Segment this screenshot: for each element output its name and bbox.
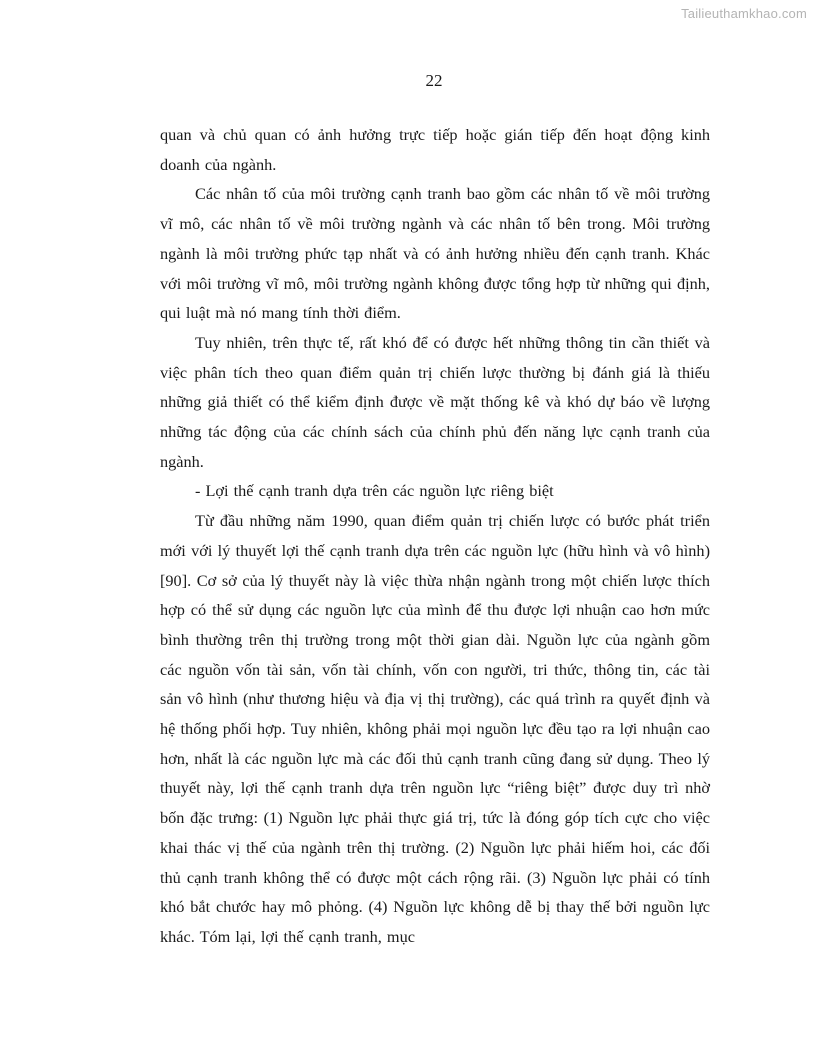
paragraph-continuation: quan và chủ quan có ảnh hưởng trực tiếp hoặc gián tiếp đến hoạt động kinh doanh của ngành. <box>160 125 710 174</box>
section-heading-resource-advantage: - Lợi thế cạnh tranh dựa trên các nguồn lực riêng biệt <box>195 481 554 501</box>
document-body <box>160 120 710 952</box>
paragraph-competitive-environment: Các nhân tố của môi trường cạnh tranh bao gồm các nhân tố về môi trường vĩ mô, các nhân tố về môi trường ngành và các nhân tố bên trong. Môi trường ngành là môi trường phức tạp nhất và có ảnh hưởng nhiều đến cạnh tranh. Khác với môi trường vĩ mô, môi trường ngành không được tổng hợp từ những qui định, qui luật mà nó mang tính thời điểm. <box>160 184 710 323</box>
page-number: 22 <box>425 71 443 90</box>
paragraph-resource-based-theory: Từ đầu những năm 1990, quan điểm quản trị chiến lược có bước phát triển mới với lý thuyết lợi thế cạnh tranh dựa trên các nguồn lực (hữu hình và vô hình) [90]. Cơ sở của lý thuyết này là việc thừa nhận ngành trong một chiến lược thích hợp có thể sử dụng các nguồn lực của mình để thu được lợi nhuận cao hơn mức bình thường trên thị trường trong một thời gian dài. Nguồn lực của ngành gồm các nguồn vốn tài sản, vốn tài chính, vốn con người, tri thức, thông tin, các tài sản vô hình (như thương hiệu và địa vị thị trường), các quá trình ra quyết định và hệ thống phối hợp. Tuy nhiên, không phải mọi nguồn lực đều tạo ra lợi nhuận cao hơn, nhất là các nguồn lực mà các đối thủ cạnh tranh cũng đang sử dụng. Theo lý thuyết này, lợi thế cạnh tranh dựa trên nguồn lực “riêng biệt” được duy trì nhờ bốn đặc trưng: (1) Nguồn lực phải thực giá trị, tức là đóng góp tích cực cho việc khai thác vị thế của ngành trên thị trường. (2) Nguồn lực phải hiếm hoi, các đối thủ cạnh tranh không thể có được một cách rộng rãi. (3) Nguồn lực phải có tính khó bắt chước hay mô phỏng. (4) Nguồn lực không dễ bị thay thế bởi nguồn lực khác. Tóm lại, lợi thế cạnh tranh, mục <box>160 511 710 946</box>
paragraph-information-difficulty: Tuy nhiên, trên thực tế, rất khó để có được hết những thông tin cần thiết và việc phân tích theo quan điểm quản trị chiến lược thường bị đánh giá là thiếu những giả thiết có thể kiểm định được về mặt thống kê và khó dự báo về lượng những tác động của các chính sách của chính phủ đến năng lực cạnh tranh của ngành. <box>160 332 710 471</box>
site-watermark: Tailieuthamkhao.com <box>681 6 807 21</box>
